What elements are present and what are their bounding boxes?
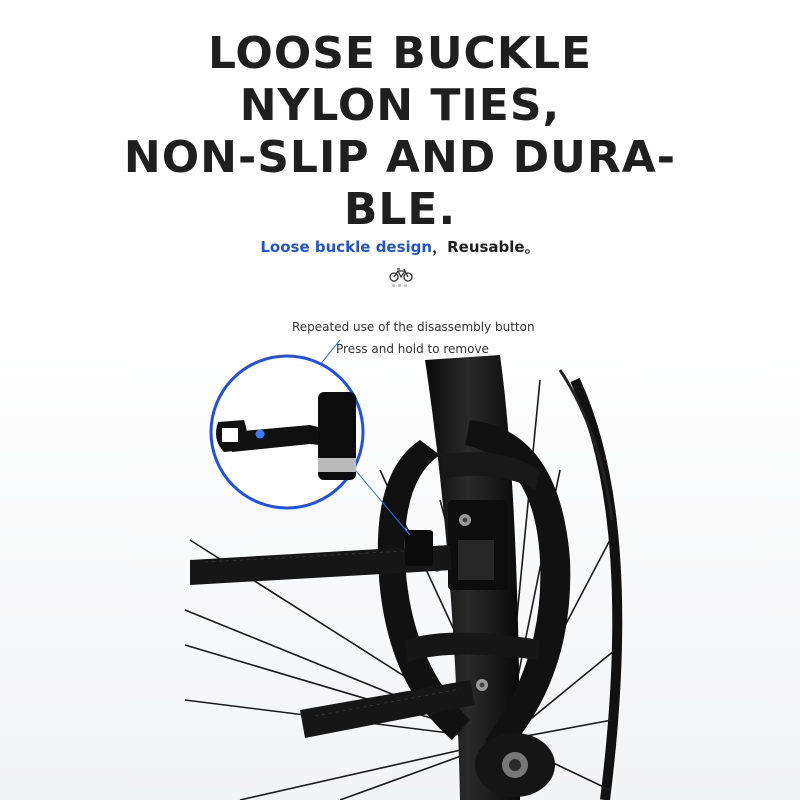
bolt: [480, 683, 485, 688]
subheadline-rest: ，Reusable。: [432, 238, 540, 256]
bicycle-icon: [389, 266, 413, 282]
dot: [404, 284, 407, 287]
headline-line-3: NON-SLIP AND DURA-: [123, 132, 677, 183]
divider-dots: [392, 284, 410, 288]
subheadline-accent: Loose buckle design: [260, 238, 433, 256]
subheadline: [0, 236, 800, 257]
dot: [398, 284, 401, 287]
dot: [392, 284, 395, 287]
release-button: [256, 430, 265, 439]
headline-line-1: LOOSE BUCKLE: [207, 28, 593, 79]
callout-line-1: Repeated use of the disassembly button: [292, 320, 535, 334]
bolt: [463, 518, 468, 523]
headline: [0, 28, 800, 236]
product-photo: [0, 300, 800, 800]
callout-line-2: Press and hold to remove: [336, 342, 489, 356]
detail-magnifier: [211, 356, 363, 508]
headline-line-2: NYLON TIES,: [239, 80, 561, 131]
wheel-hub: [475, 733, 555, 797]
headline-line-4: BLE.: [343, 184, 457, 235]
